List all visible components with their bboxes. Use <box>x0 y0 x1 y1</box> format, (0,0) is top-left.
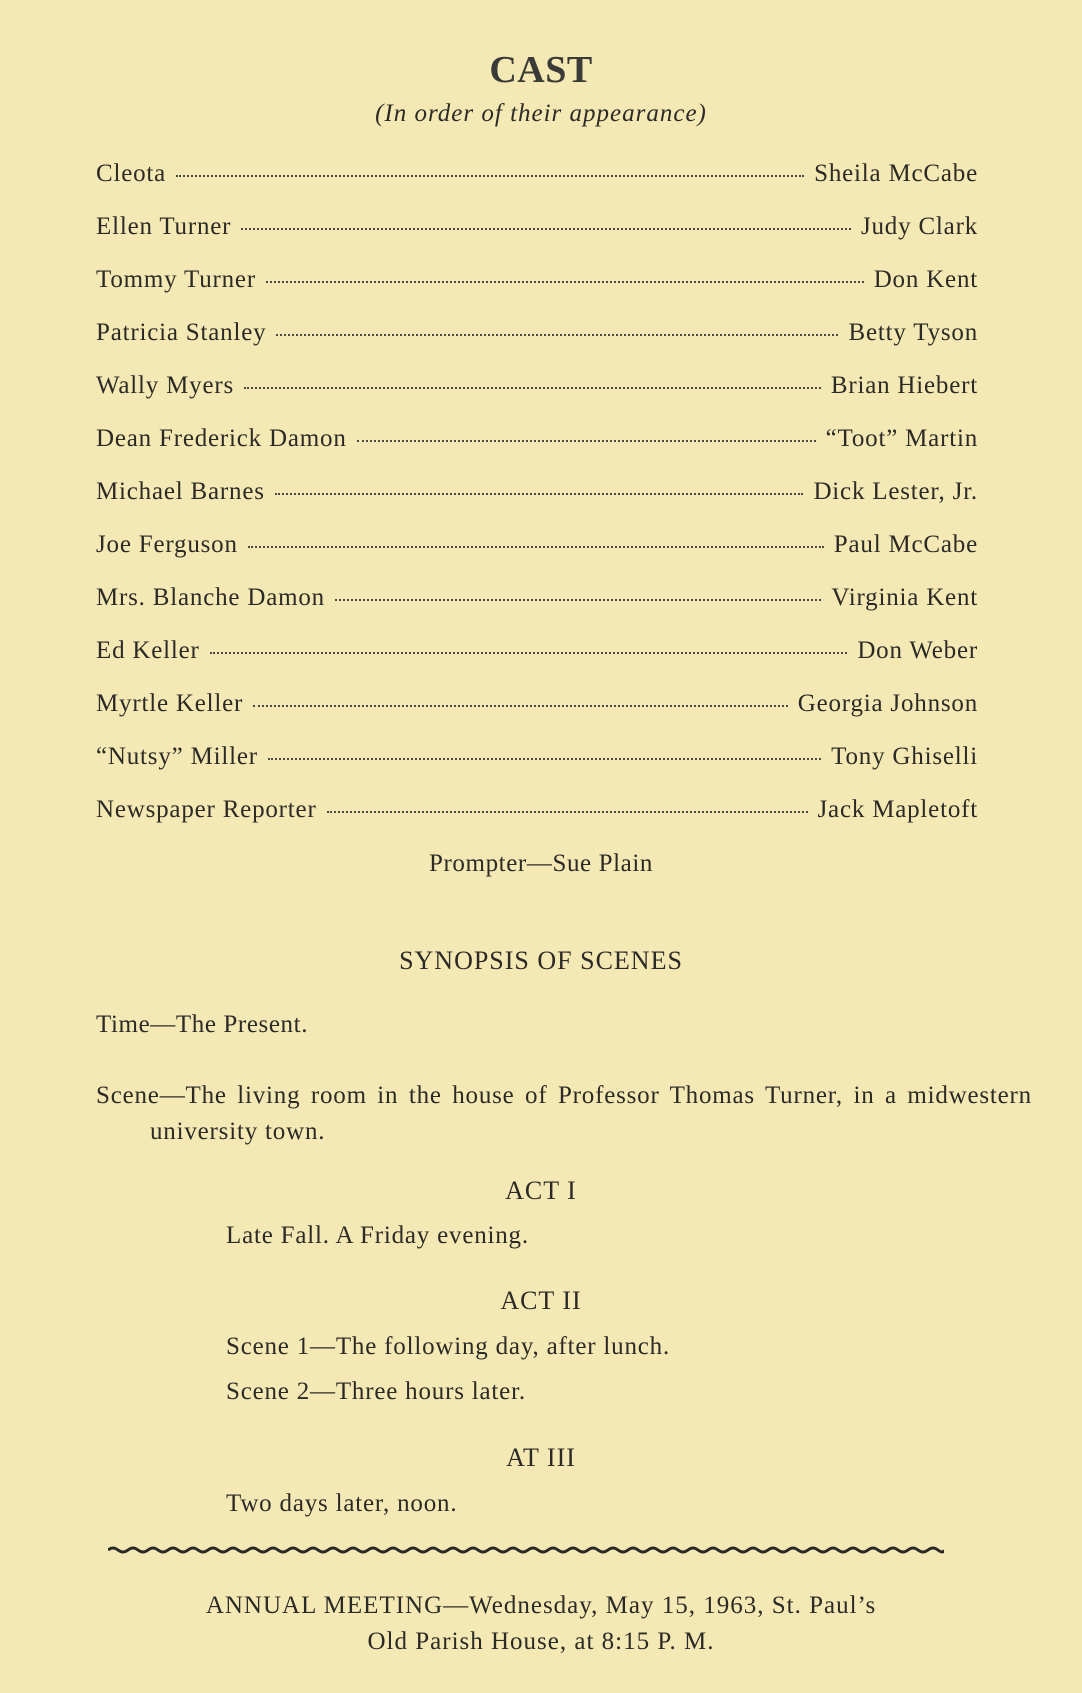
actor-name: Don Weber <box>857 637 978 664</box>
role-name: Patricia Stanley <box>96 319 267 346</box>
act-1-line: Late Fall. A Friday evening. <box>226 1222 529 1249</box>
role-name: Wally Myers <box>96 372 235 399</box>
cast-row <box>96 478 978 531</box>
annual-meeting-notice <box>0 1588 1082 1660</box>
role-name: Michael Barnes <box>96 478 265 505</box>
leader-dots <box>357 440 816 442</box>
act-3-title: AT III <box>506 1443 576 1472</box>
wavy-divider <box>108 1543 944 1557</box>
role-name: Dean Frederick Damon <box>96 425 347 452</box>
leader-dots <box>276 334 838 336</box>
act-1-title: ACT I <box>505 1176 577 1205</box>
actor-name: Georgia Johnson <box>797 690 978 717</box>
leader-dots <box>176 175 804 177</box>
prompter-credit: Prompter—Sue Plain <box>429 850 653 877</box>
cast-subtitle <box>0 100 1082 128</box>
actor-name: Betty Tyson <box>848 319 978 346</box>
cast-subtitle-text: (In order of their appearance) <box>375 100 707 127</box>
actor-name: Judy Clark <box>860 213 978 240</box>
leader-dots <box>241 228 851 230</box>
leader-dots <box>266 281 864 283</box>
cast-row <box>96 319 978 372</box>
role-name: Cleota <box>96 160 167 187</box>
leader-dots <box>275 493 804 495</box>
synopsis-scene: Scene—The living room in the house of Professor Thomas Turner, in a midwestern university town. <box>96 1082 1032 1145</box>
cast-row <box>96 160 978 213</box>
actor-name: Jack Mapletoft <box>817 796 978 823</box>
cast-row <box>96 213 978 266</box>
cast-row <box>96 796 978 849</box>
synopsis-time: Time—The Present. <box>96 1011 309 1038</box>
role-name: Myrtle Keller <box>96 690 244 717</box>
leader-dots <box>268 758 821 760</box>
role-name: Mrs. Blanche Damon <box>96 584 325 611</box>
leader-dots <box>210 652 848 654</box>
act-3-line: Two days later, noon. <box>226 1490 458 1517</box>
role-name: Joe Ferguson <box>96 531 238 558</box>
role-name: “Nutsy” Miller <box>96 743 258 770</box>
actor-name: Paul McCabe <box>833 531 978 558</box>
synopsis-heading: SYNOPSIS OF SCENES <box>399 946 683 975</box>
actor-name: Brian Hiebert <box>830 372 978 399</box>
footer-line-1: ANNUAL MEETING—Wednesday, May 15, 1963, St. Paul’s <box>205 1592 877 1619</box>
actor-name: Don Kent <box>873 266 978 293</box>
actor-name: Virginia Kent <box>831 584 978 611</box>
cast-row <box>96 531 978 584</box>
actor-name: “Toot” Martin <box>825 425 978 452</box>
actor-name: Sheila McCabe <box>814 160 978 187</box>
actor-name: Dick Lester, Jr. <box>813 478 978 505</box>
act-2-title: ACT II <box>500 1286 582 1315</box>
role-name: Ed Keller <box>96 637 200 664</box>
role-name: Ellen Turner <box>96 213 232 240</box>
cast-row <box>96 372 978 425</box>
cast-list <box>96 160 978 849</box>
role-name: Newspaper Reporter <box>96 796 317 823</box>
cast-row <box>96 425 978 478</box>
footer-line-2: Old Parish House, at 8:15 P. M. <box>367 1628 715 1655</box>
leader-dots <box>335 599 821 601</box>
cast-row <box>96 266 978 319</box>
cast-row <box>96 584 978 637</box>
cast-row <box>96 637 978 690</box>
act-2-line-1: Scene 1—The following day, after lunch. <box>226 1333 671 1360</box>
leader-dots <box>248 546 824 548</box>
leader-dots <box>244 387 821 389</box>
leader-dots <box>253 705 788 707</box>
act-2-line-2: Scene 2—Three hours later. <box>226 1378 526 1405</box>
role-name: Tommy Turner <box>96 266 256 293</box>
cast-title: CAST <box>489 49 593 91</box>
actor-name: Tony Ghiselli <box>831 743 978 770</box>
cast-row <box>96 743 978 796</box>
cast-row <box>96 690 978 743</box>
leader-dots <box>327 811 808 813</box>
